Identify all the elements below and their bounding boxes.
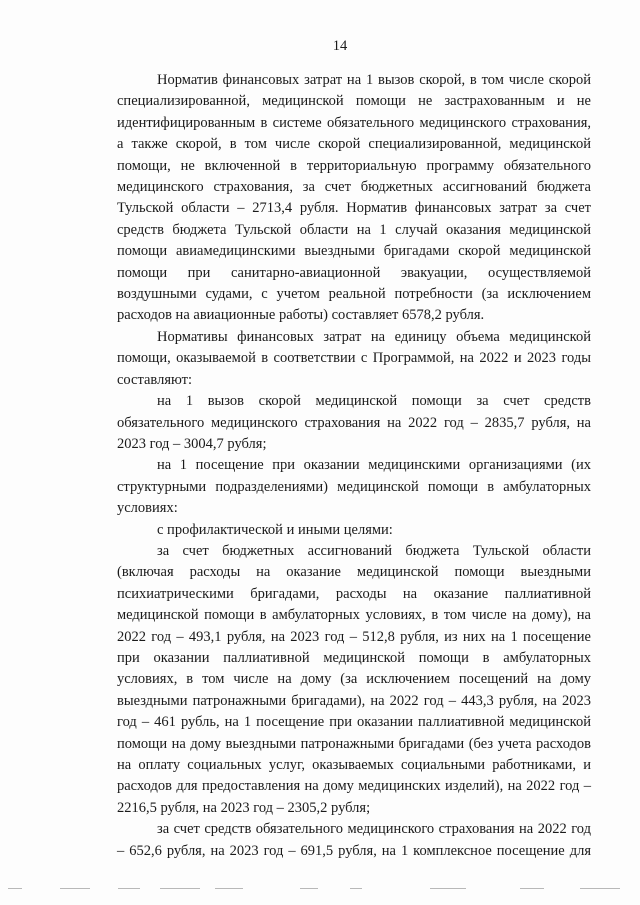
paragraph-ambulance-call-oms: на 1 вызов скорой медицинской помощи за счет средств обязательного медицинского страхования на 2022 год – 2835,7 рубля, на 2023 год – 3004,7 рубля; bbox=[117, 393, 591, 452]
page-number: 14 bbox=[332, 38, 348, 54]
paragraph-regional-budget-visits: за счет бюджетных ассигнований бюджета Тульской области (включая расходы на оказание медицинской помощи выездными психиатрическими бригадами, расходы на оказание паллиативной медицинской помощи в амбулаторных условиях, в том числе на дому), на 2022 год – 493,1 рубля, на 2023 год – 512,8 рубля, из них на 1 посещение при оказании паллиативной медицинской помощи в амбулаторных условиях, в том числе на дому (за исключением посещений на дому выездными патронажными бригадами), на 2022 год – 443,3 рубля, на 2023 год – 461 рубль, на 1 посещение при оказании паллиативной медицинской помощи на дому выездными патронажными бригадами (без учета расходов на оплату социальных услуг, оказываемых социальными работниками, и расходов для предоставления на дому медицинских изделий), на 2022 год – 2216,5 рубля, на 2023 год – 2305,2 рубля; bbox=[117, 542, 591, 816]
paragraph-ambulance-cost-standard: Норматив финансовых затрат на 1 вызов скорой, в том числе скорой специализированной, медицинской помощи не застрахованным и не идентифицированным в системе обязательного медицинского страхования, а также скорой, в том числе скорой специализированной, медицинской помощи, не включенной в территориальную программу обязательного медицинского страхования, за счет бюджетных ассигнований бюджета Тульской области – 2713,4 рубля. Норматив финансовых затрат за счет средств бюджета Тульской области на 1 случай оказания медицинской помощи авиамедицинскими выездными бригадами скорой медицинской помощи при санитарно-авиационной эвакуации, осуществляемой воздушными судами, с учетом реальной потребности (за исключением расходов на авиационные работы) составляет 6578,2 рубля. bbox=[117, 72, 591, 324]
paragraph-outpatient-visit: на 1 посещение при оказании медицинскими организациями (их структурными подразделениями) медицинской помощи в амбулаторных условиях: bbox=[117, 457, 591, 517]
scan-edge-artifact bbox=[0, 886, 640, 892]
paragraph-cost-standards-intro: Нормативы финансовых затрат на единицу объема медицинской помощи, оказываемой в соответствии с Программой, на 2022 и 2023 годы составляют: bbox=[117, 328, 591, 388]
paragraph-preventive-purposes: с профилактической и иными целями: bbox=[157, 521, 393, 538]
paragraph-oms-visits: за счет средств обязательного медицинского страхования на 2022 год – 652,6 рубля, на 2023 год – 691,5 рубля, на 1 комплексное посещение для bbox=[117, 821, 591, 859]
document-body bbox=[117, 70, 591, 862]
